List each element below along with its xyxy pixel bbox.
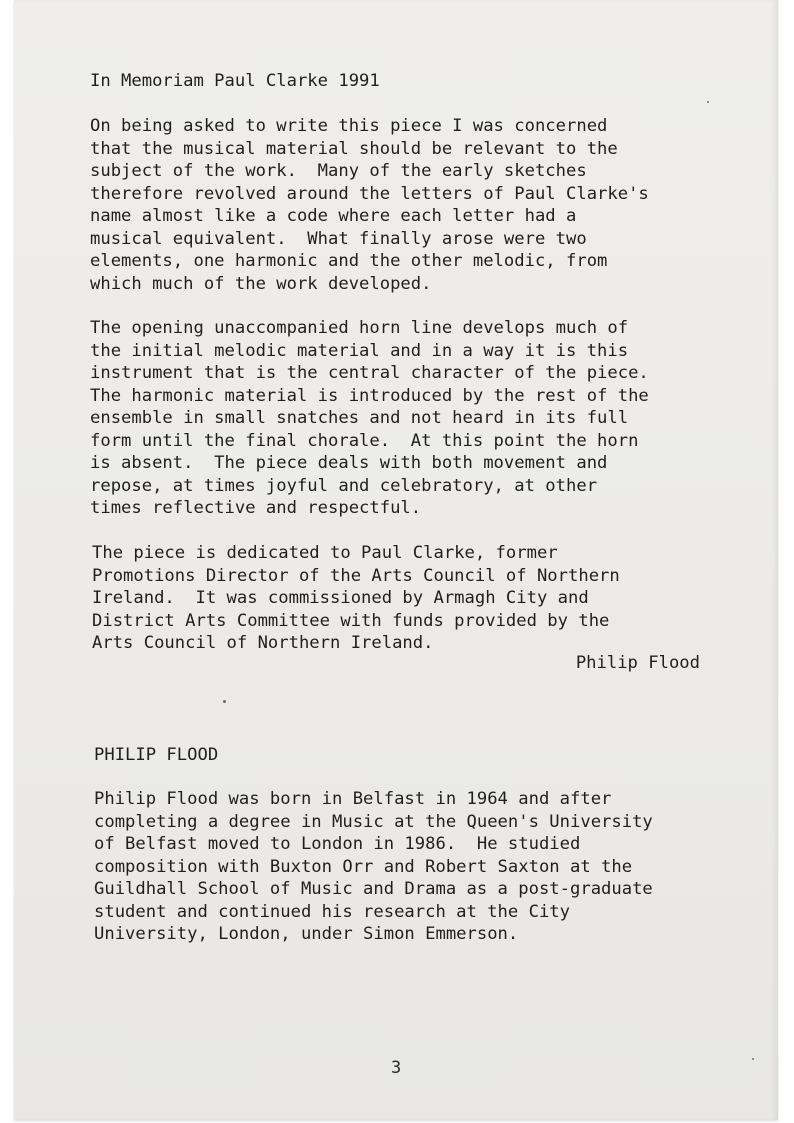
paper-speck: [752, 1058, 754, 1060]
author-signature: Philip Flood: [575, 653, 700, 673]
memoriam-paragraph-3: The piece is dedicated to Paul Clarke, former Promotions Director of the Arts Council of Northern Ireland. It was commissioned by Armagh City and District Arts Committee with funds provided by the Arts Council of Northern Ireland.: [92, 543, 620, 653]
biography-paragraph: Philip Flood was born in Belfast in 1964 and after completing a degree in Music at the Queen's University of Belfast moved to London in 1986. He studied composition with Buxton Orr and Robert Saxton at the Guildhall School of Music and Drama as a post-graduate student and continued his research at the City University, London, under Simon Emmerson.: [94, 789, 653, 944]
memoriam-title: In Memoriam Paul Clarke 1991: [90, 71, 380, 91]
paper-speck: [707, 101, 709, 103]
memoriam-paragraph-1: On being asked to write this piece I was concerned that the musical material should be relevant to the subject of the work. Many of the early sketches therefore revolved around the letters of Paul Clarke's name almost like a code where each letter had a musical equivalent. What finally arose were two elements, one harmonic and the other melodic, from which much of the work developed.: [90, 116, 649, 294]
biography-heading: PHILIP FLOOD: [94, 745, 219, 765]
document-page: [14, 0, 778, 1120]
memoriam-paragraph-2: The opening unaccompanied horn line develops much of the initial melodic material and in a way it is this instrument that is the central character of the piece. The harmonic material is introduced by the rest of the ensemble in small snatches and not heard in its full form until the final chorale. At this point the horn is absent. The piece deals with both movement and repose, at times joyful and celebratory, at other times reflective and respectful.: [90, 318, 649, 518]
paper-speck: [223, 700, 226, 703]
page-number: 3: [391, 1058, 402, 1078]
